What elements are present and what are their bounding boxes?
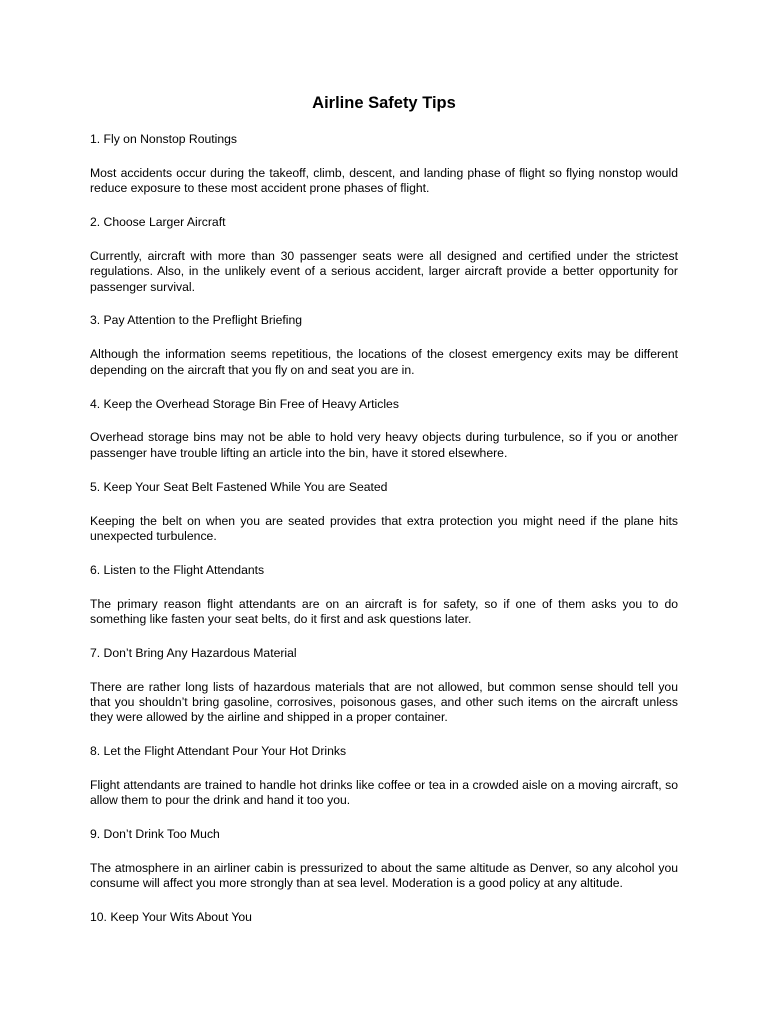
section-heading-6: 6. Listen to the Flight Attendants xyxy=(90,562,265,577)
section-body-3: Although the information seems repetitious, the locations of the closest emergency exits may be different depending on the aircraft that you fly on and seat you are in. xyxy=(90,347,678,377)
section-heading-2: 2. Choose Larger Aircraft xyxy=(90,215,226,230)
section-heading-9: 9. Don’t Drink Too Much xyxy=(90,827,220,842)
section-heading-3: 3. Pay Attention to the Preflight Briefing xyxy=(90,313,303,328)
section-heading-10: 10. Keep Your Wits About You xyxy=(90,910,252,925)
document-content xyxy=(90,132,678,944)
section-heading-1: 1. Fly on Nonstop Routings xyxy=(90,132,238,146)
section-heading-5: 5. Keep Your Seat Belt Fastened While You are Seated xyxy=(90,479,388,494)
document-title: Airline Safety Tips xyxy=(312,94,456,112)
section-body-7: There are rather long lists of hazardous materials that are not allowed, but common sense should tell you that you shouldn’t bring gasoline, corrosives, poisonous gases, and other such items on the aircraft unless they were allowed by the airline and shipped in a proper container. xyxy=(90,679,678,725)
section-heading-7: 7. Don’t Bring Any Hazardous Material xyxy=(90,645,297,660)
section-body-1: Most accidents occur during the takeoff, climb, descent, and landing phase of flight so flying nonstop would reduce exposure to these most accident prone phases of flight. xyxy=(90,165,678,196)
section-heading-8: 8. Let the Flight Attendant Pour Your Hot Drinks xyxy=(90,744,347,759)
section-body-4: Overhead storage bins may not be able to hold very heavy objects during turbulence, so if you or another passenger have trouble lifting an article into the bin, have it stored elsewhere. xyxy=(90,430,678,460)
section-body-9: The atmosphere in an airliner cabin is pressurized to about the same altitude as Denver, so any alcohol you consume will affect you more strongly than at sea level. Moderation is a good policy at any altitude. xyxy=(90,861,678,891)
section-body-2: Currently, aircraft with more than 30 passenger seats were all designed and certified under the strictest regulations. Also, in the unlikely event of a serious accident, larger aircraft provide a better opportunity for passenger survival. xyxy=(90,248,678,294)
section-body-6: The primary reason flight attendants are on an aircraft is for safety, so if one of them asks you to do something like fasten your seat belts, do it first and ask questions later. xyxy=(90,596,678,626)
section-body-8: Flight attendants are trained to handle hot drinks like coffee or tea in a crowded aisle on a moving aircraft, so allow them to pour the drink and hand it too you. xyxy=(90,778,678,808)
section-heading-4: 4. Keep the Overhead Storage Bin Free of Heavy Articles xyxy=(90,396,399,411)
section-body-5: Keeping the belt on when you are seated provides that extra protection you might need if the plane hits unexpected turbulence. xyxy=(90,513,678,543)
